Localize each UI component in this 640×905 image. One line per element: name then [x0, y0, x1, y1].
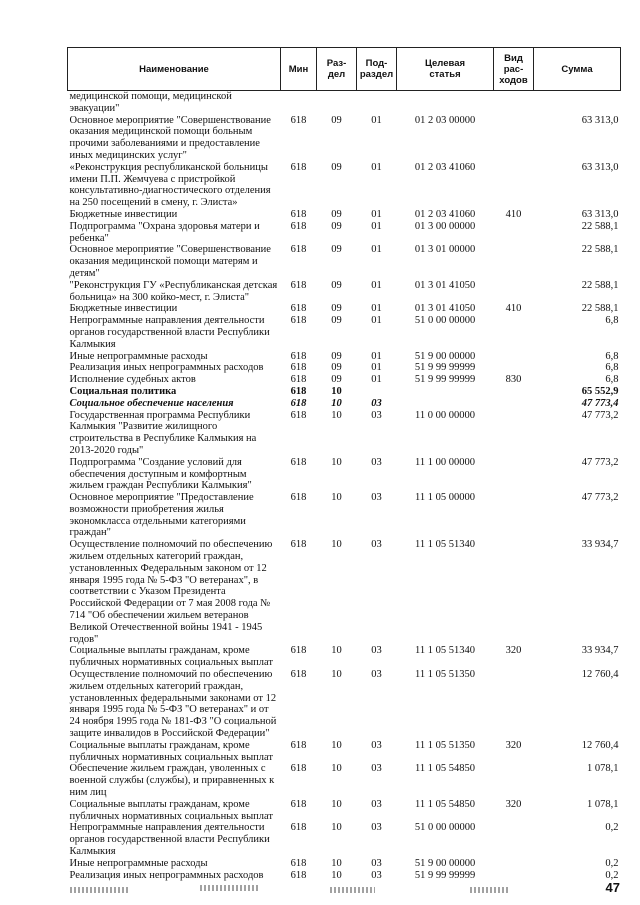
header-subsection: Под- раздел — [357, 48, 397, 91]
cell-section — [317, 91, 357, 115]
cell-target-article: 11 1 05 51350 — [415, 739, 475, 751]
cell-name: медицинской помощи, медицинской эвакуации" — [69, 91, 232, 114]
cell-name: Бюджетные инвестиции — [69, 208, 178, 220]
cell-name: Непрограммные направления деятельности органов государственной власти Республики Калмыкия — [69, 822, 270, 857]
cell-subsection — [357, 91, 397, 115]
scan-artifact — [200, 885, 260, 891]
cell-name: Реализация иных непрограммных расходов — [69, 869, 264, 881]
table-row — [68, 740, 621, 764]
cell-section: 10 — [331, 492, 342, 504]
cell-name: Социальная политика — [69, 385, 177, 397]
cell-target-article: 11 1 05 51340 — [415, 645, 475, 657]
cell-target-article: 01 2 03 41060 — [414, 161, 476, 173]
cell-name: Государственная программа Республики Калмыкия "Развитие жилищного строительства в Республике Калмыкия на 2013-2020 годы" — [69, 409, 257, 456]
cell-amount: 65 552,9 — [581, 385, 619, 397]
table-row — [68, 303, 621, 315]
cell-amount: 63 313,0 — [581, 161, 619, 173]
cell-amount: 47 773,2 — [581, 456, 619, 468]
cell-ministry: 618 — [290, 739, 307, 751]
cell-target-article: 01 2 03 00000 — [414, 114, 476, 126]
cell-target-article: 01 3 01 00000 — [414, 244, 476, 256]
cell-amount: 22 588,1 — [581, 220, 619, 232]
cell-section: 09 — [331, 315, 342, 327]
cell-name: Социальные выплаты гражданам, кроме публичных нормативных социальных выплат — [69, 739, 273, 763]
scan-artifact — [330, 887, 375, 893]
cell-ministry: 618 — [290, 539, 307, 551]
cell-expense-type — [494, 492, 534, 539]
budget-table — [67, 47, 621, 881]
cell-amount: 6,8 — [605, 315, 619, 327]
table-row — [68, 492, 621, 539]
cell-ministry: 618 — [290, 279, 307, 291]
cell-name: Социальное обеспечение населения — [69, 397, 234, 409]
header-section: Раз- дел — [317, 48, 357, 91]
cell-ministry: 618 — [290, 857, 307, 869]
cell-amount: 12 760,4 — [581, 669, 619, 681]
cell-expense-type: 320 — [505, 739, 522, 751]
cell-subsection: 01 — [371, 374, 382, 386]
cell-ministry: 618 — [290, 645, 307, 657]
cell-ministry: 618 — [290, 374, 307, 386]
cell-expense-type — [494, 315, 534, 350]
cell-section: 10 — [331, 385, 342, 397]
cell-amount: 47 773,2 — [581, 492, 619, 504]
cell-name: Социальные выплаты гражданам, кроме публичных нормативных социальных выплат — [69, 645, 273, 669]
cell-expense-type — [494, 386, 534, 398]
cell-target-article: 51 0 00 00000 — [414, 315, 476, 327]
cell-amount: 33 934,7 — [581, 539, 619, 551]
cell-expense-type — [494, 91, 534, 115]
cell-amount: 6,8 — [605, 350, 619, 362]
cell-ministry: 618 — [290, 315, 307, 327]
cell-subsection: 03 — [371, 763, 382, 775]
cell-expense-type — [494, 362, 534, 374]
cell-amount: 63 313,0 — [581, 208, 619, 220]
cell-amount: 12 760,4 — [581, 739, 619, 751]
cell-section: 10 — [331, 763, 342, 775]
cell-ministry: 618 — [290, 303, 307, 315]
table-row — [68, 362, 621, 374]
cell-target-article — [397, 91, 494, 115]
table-row — [68, 870, 621, 882]
cell-section: 09 — [331, 279, 342, 291]
cell-amount: 6,8 — [605, 362, 619, 374]
cell-subsection: 01 — [371, 114, 382, 126]
cell-target-article: 11 1 05 51350 — [415, 669, 475, 681]
cell-name: Подпрограмма "Создание условий для обеспечения доступным и комфортным жильем граждан Республики Калмыкия" — [69, 456, 252, 492]
cell-target-article: 01 3 01 41050 — [414, 279, 476, 291]
cell-amount: 0,2 — [605, 869, 619, 881]
cell-subsection: 03 — [371, 669, 382, 681]
cell-section: 10 — [331, 822, 342, 834]
cell-section: 10 — [331, 869, 342, 881]
cell-name: Основное мероприятие "Совершенствование оказания медицинской помощи матерям и детям" — [69, 244, 271, 279]
cell-expense-type: 320 — [505, 645, 522, 657]
cell-expense-type — [494, 221, 534, 245]
cell-subsection: 03 — [371, 397, 382, 409]
table-body — [68, 91, 621, 882]
cell-ministry: 618 — [290, 114, 307, 126]
cell-subsection: 01 — [371, 279, 382, 291]
cell-subsection — [357, 386, 397, 398]
table-row — [68, 669, 621, 740]
cell-name: "Реконструкция ГУ «Республиканская детская больница» на 300 койко-мест, г. Элиста" — [69, 279, 278, 303]
cell-target-article: 01 3 01 41050 — [414, 303, 476, 315]
cell-target-article: 11 1 05 00000 — [415, 492, 475, 504]
cell-section: 10 — [331, 409, 342, 421]
cell-amount: 0,2 — [605, 857, 619, 869]
cell-amount: 22 588,1 — [581, 244, 619, 256]
cell-amount — [534, 91, 621, 115]
header-ministry: Мин — [281, 48, 317, 91]
cell-subsection: 03 — [371, 869, 382, 881]
table-row — [68, 280, 621, 304]
table-row — [68, 799, 621, 823]
cell-name: Осуществление полномочий по обеспечению жильем отдельных категорий граждан, установленных Федеральным законом от 12 января 1995 года № 5-ФЗ "О ветеранах", в соответствии с Указом Президента Российской Федерации от 7 мая 2008 года № 714 "Об обеспечении жильем ветеранов Великой Отечественной войны 1941 - 1945 годов" — [69, 539, 273, 645]
cell-target-article: 11 0 00 00000 — [415, 409, 475, 421]
cell-subsection: 03 — [371, 857, 382, 869]
cell-name: Реализация иных непрограммных расходов — [69, 362, 264, 374]
cell-subsection: 03 — [371, 539, 382, 551]
cell-section: 09 — [331, 114, 342, 126]
cell-target-article: 51 9 00 00000 — [414, 350, 476, 362]
cell-subsection: 03 — [371, 645, 382, 657]
cell-ministry: 618 — [290, 161, 307, 173]
cell-expense-type — [494, 244, 534, 279]
cell-expense-type — [494, 457, 534, 492]
cell-section: 10 — [331, 539, 342, 551]
cell-section: 09 — [331, 244, 342, 256]
cell-expense-type — [494, 398, 534, 410]
cell-subsection: 03 — [371, 798, 382, 810]
cell-expense-type: 830 — [505, 374, 522, 386]
cell-expense-type — [494, 858, 534, 870]
cell-section: 09 — [331, 303, 342, 315]
table-row — [68, 645, 621, 669]
cell-subsection: 03 — [371, 456, 382, 468]
cell-name: Непрограммные направления деятельности органов государственной власти Республики Калмыкия — [69, 315, 270, 350]
cell-section: 10 — [331, 739, 342, 751]
cell-target-article: 11 1 05 51340 — [415, 539, 475, 551]
table-header-row — [68, 48, 621, 91]
cell-ministry: 618 — [290, 220, 307, 232]
cell-subsection: 01 — [371, 315, 382, 327]
cell-expense-type — [494, 162, 534, 209]
cell-name: Основное мероприятие "Совершенствование оказания медицинской помощи больным прочими заболеваниями и предоставление иных медицинских услуг" — [69, 114, 271, 161]
table-row — [68, 457, 621, 492]
cell-section: 09 — [331, 220, 342, 232]
cell-amount: 22 588,1 — [581, 279, 619, 291]
cell-subsection: 03 — [371, 739, 382, 751]
cell-target-article: 01 2 03 41060 — [414, 208, 476, 220]
cell-ministry: 618 — [290, 350, 307, 362]
cell-amount: 47 773,2 — [581, 409, 619, 421]
cell-amount: 63 313,0 — [581, 114, 619, 126]
cell-target-article — [397, 398, 494, 410]
cell-subsection: 01 — [371, 362, 382, 374]
table-row — [68, 763, 621, 798]
cell-ministry: 618 — [290, 798, 307, 810]
cell-amount: 22 588,1 — [581, 303, 619, 315]
cell-name: Основное мероприятие "Предоставление возможности приобретения жилья экономкласса отдельными категориями граждан" — [69, 492, 254, 539]
scan-artifact — [470, 887, 510, 893]
cell-target-article: 51 9 99 99999 — [414, 374, 476, 386]
cell-ministry: 618 — [290, 397, 307, 409]
scan-artifact — [70, 887, 130, 893]
cell-name: Социальные выплаты гражданам, кроме публичных нормативных социальных выплат — [69, 798, 273, 822]
table-row — [68, 374, 621, 386]
cell-amount: 1 078,1 — [587, 798, 619, 810]
cell-name: «Реконструкция республиканской больницы имени П.П. Жемчуева с пристройкой консультативно-диагностического отделения на 250 посещений в смену, г. Элиста» — [69, 161, 271, 209]
cell-target-article: 01 3 00 00000 — [414, 220, 476, 232]
cell-expense-type — [494, 763, 534, 798]
table-row — [68, 822, 621, 857]
cell-target-article: 11 1 00 00000 — [415, 456, 475, 468]
cell-amount: 47 773,4 — [581, 397, 619, 409]
cell-target-article — [397, 386, 494, 398]
cell-subsection: 01 — [371, 220, 382, 232]
cell-expense-type — [494, 115, 534, 162]
cell-subsection: 03 — [371, 409, 382, 421]
table-row — [68, 91, 621, 115]
cell-expense-type — [494, 669, 534, 740]
cell-name: Иные непрограммные расходы — [69, 350, 208, 362]
cell-ministry: 618 — [290, 669, 307, 681]
cell-section: 09 — [331, 161, 342, 173]
page-number: 47 — [605, 880, 620, 895]
cell-name: Исполнение судебных актов — [69, 374, 196, 386]
table-row — [68, 315, 621, 350]
table-row — [68, 858, 621, 870]
header-expense-type: Вид рас- ходов — [494, 48, 534, 91]
cell-amount: 0,2 — [605, 822, 619, 834]
cell-section: 09 — [331, 374, 342, 386]
cell-amount: 6,8 — [605, 374, 619, 386]
cell-ministry: 618 — [290, 244, 307, 256]
table-row — [68, 398, 621, 410]
cell-target-article: 51 9 00 00000 — [414, 857, 476, 869]
cell-section: 09 — [331, 362, 342, 374]
cell-subsection: 01 — [371, 208, 382, 220]
table-row — [68, 209, 621, 221]
table-row — [68, 351, 621, 363]
cell-name: Бюджетные инвестиции — [69, 303, 178, 315]
cell-expense-type — [494, 410, 534, 457]
cell-amount: 1 078,1 — [587, 763, 619, 775]
table-row — [68, 221, 621, 245]
header-target-article: Целевая статья — [397, 48, 494, 91]
cell-ministry: 618 — [290, 869, 307, 881]
cell-target-article: 51 9 99 99999 — [414, 869, 476, 881]
cell-ministry: 618 — [290, 385, 307, 397]
table-row — [68, 244, 621, 279]
cell-target-article: 11 1 05 54850 — [415, 763, 475, 775]
cell-name: Подпрограмма "Охрана здоровья матери и ребенка" — [69, 220, 260, 244]
cell-target-article: 51 0 00 00000 — [414, 822, 476, 834]
cell-amount: 33 934,7 — [581, 645, 619, 657]
cell-ministry: 618 — [290, 492, 307, 504]
cell-expense-type — [494, 822, 534, 857]
cell-expense-type — [494, 351, 534, 363]
cell-subsection: 03 — [371, 492, 382, 504]
cell-section: 10 — [331, 397, 342, 409]
cell-ministry — [281, 91, 317, 115]
cell-target-article: 11 1 05 54850 — [415, 798, 475, 810]
cell-expense-type: 410 — [505, 208, 522, 220]
cell-ministry: 618 — [290, 362, 307, 374]
cell-section: 09 — [331, 350, 342, 362]
cell-section: 10 — [331, 798, 342, 810]
cell-section: 10 — [331, 669, 342, 681]
cell-subsection: 03 — [371, 822, 382, 834]
table-row — [68, 386, 621, 398]
cell-section: 10 — [331, 857, 342, 869]
cell-subsection: 01 — [371, 303, 382, 315]
cell-ministry: 618 — [290, 822, 307, 834]
cell-ministry: 618 — [290, 208, 307, 220]
cell-expense-type — [494, 870, 534, 882]
cell-ministry: 618 — [290, 763, 307, 775]
cell-target-article: 51 9 99 99999 — [414, 362, 476, 374]
cell-name: Обеспечение жильем граждан, уволенных с военной службы (службы), и приравненных к ним лиц — [69, 763, 275, 799]
cell-expense-type: 410 — [505, 303, 522, 315]
header-name: Наименование — [68, 48, 281, 91]
cell-expense-type — [494, 280, 534, 304]
cell-name: Осуществление полномочий по обеспечению жильем отдельных категорий граждан, установленных федеральными законами от 12 января 1995 года № 5-ФЗ "О ветеранах" и от 24 ноября 1995 года № 181-ФЗ "О социальной защите инвалидов в Российской Федерации" — [69, 669, 277, 740]
table-row — [68, 539, 621, 645]
cell-ministry: 618 — [290, 409, 307, 421]
table-row — [68, 115, 621, 162]
table-row — [68, 410, 621, 457]
cell-section: 09 — [331, 208, 342, 220]
cell-subsection: 01 — [371, 161, 382, 173]
cell-subsection: 01 — [371, 244, 382, 256]
table-row — [68, 162, 621, 209]
cell-section: 10 — [331, 456, 342, 468]
cell-expense-type — [494, 539, 534, 645]
cell-name: Иные непрограммные расходы — [69, 857, 208, 869]
cell-subsection: 01 — [371, 350, 382, 362]
cell-expense-type: 320 — [505, 798, 522, 810]
cell-section: 10 — [331, 645, 342, 657]
cell-ministry: 618 — [290, 456, 307, 468]
header-amount: Сумма — [534, 48, 621, 91]
